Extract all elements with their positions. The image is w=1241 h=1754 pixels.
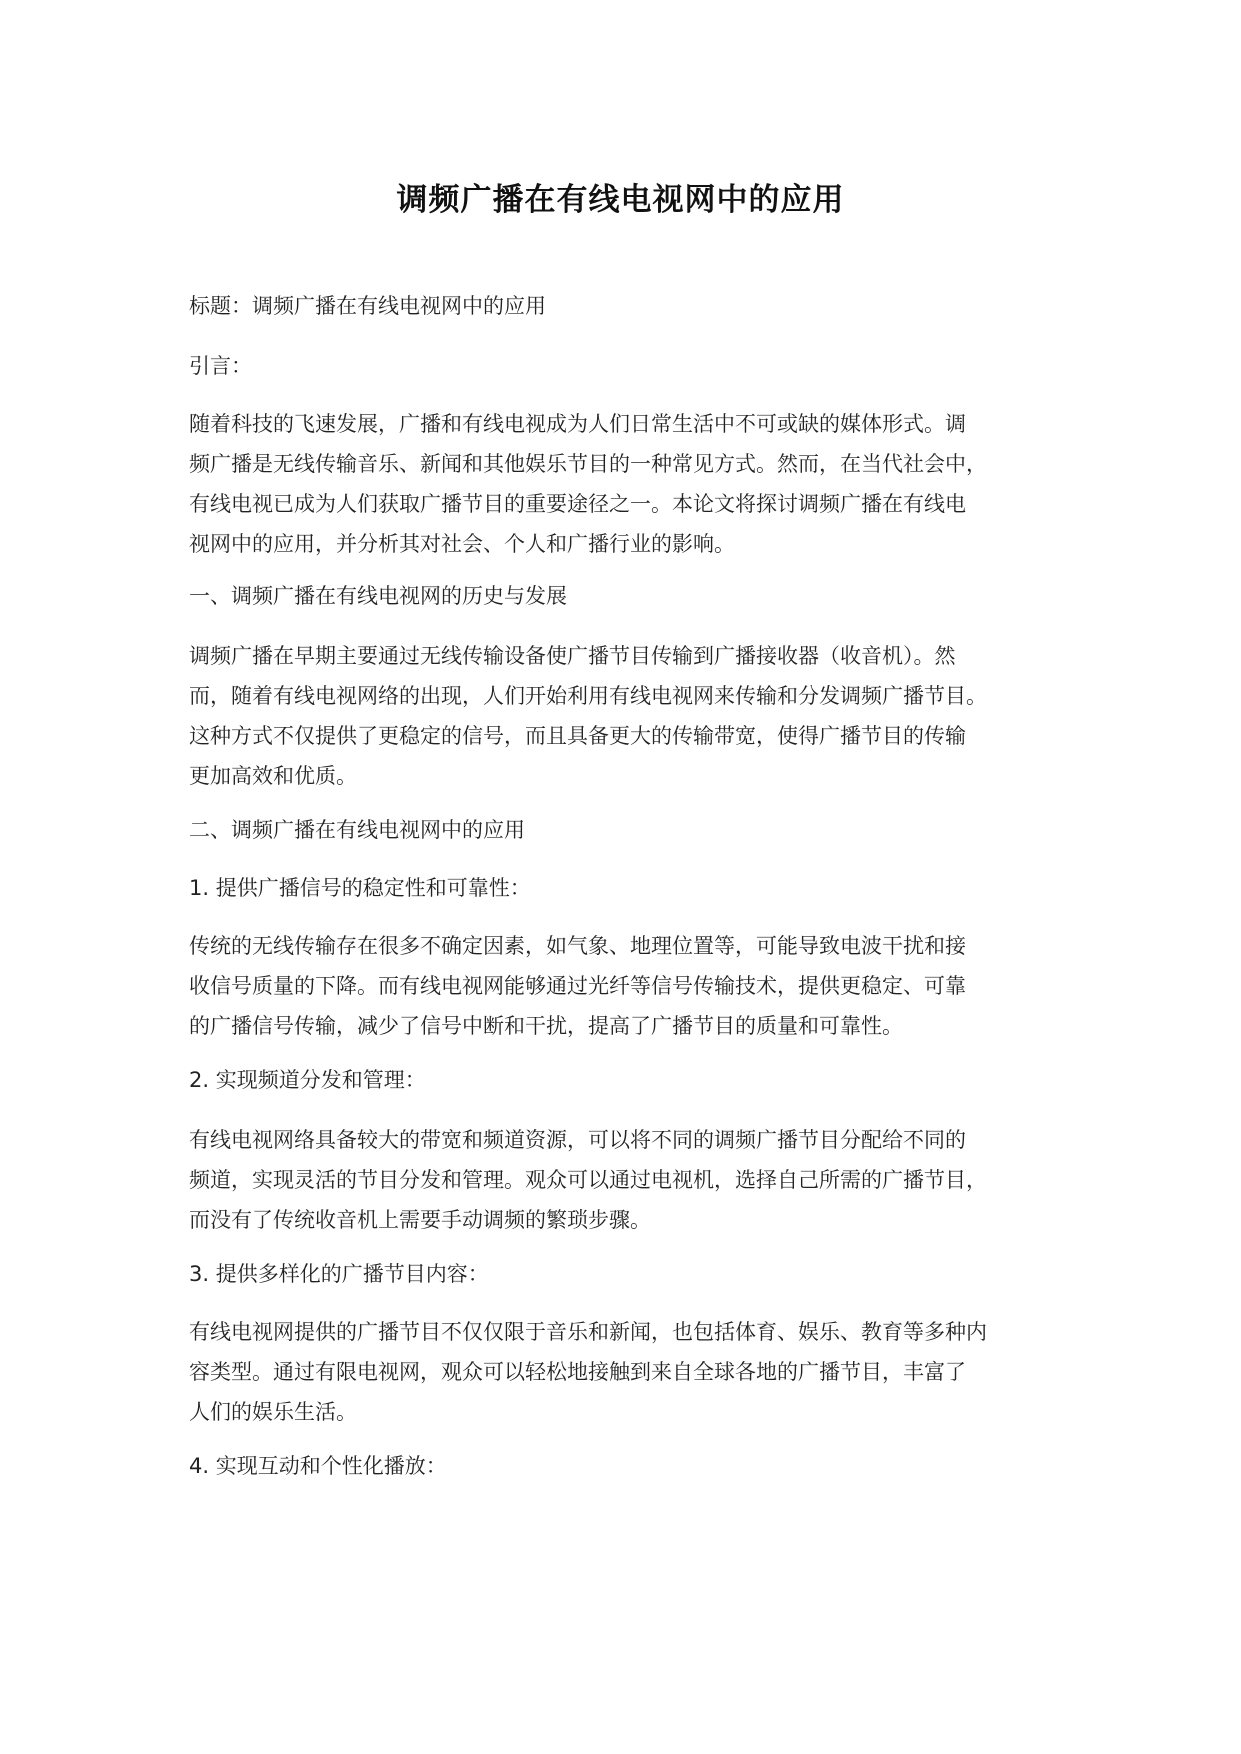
section-heading-text: 一、调频广播在有线电视网的历史与发展	[189, 584, 567, 608]
item-heading-text: 3. 提供多样化的广播节目内容：	[189, 1262, 489, 1286]
paragraph-line: 容类型。通过有限电视网，观众可以轻松地接触到来自全球各地的广播节目，丰富了	[189, 1360, 966, 1384]
paragraph-line: 频道，实现灵活的节目分发和管理。观众可以通过电视机，选择自己所需的广播节目，	[189, 1168, 987, 1192]
paragraph-line: 收信号质量的下降。而有线电视网能够通过光纤等信号传输技术，提供更稳定、可靠	[189, 974, 966, 998]
header-line-text: 标题：调频广播在有线电视网中的应用	[189, 294, 546, 318]
header-line	[189, 286, 1084, 326]
intro-label-text: 引言：	[189, 354, 252, 378]
paragraph-line: 频广播是无线传输音乐、新闻和其他娱乐节目的一种常见方式。然而，在当代社会中，	[189, 452, 987, 476]
item3-heading	[189, 1254, 1084, 1294]
paragraph-line: 而没有了传统收音机上需要手动调频的繁琐步骤。	[189, 1208, 651, 1232]
item2-heading	[189, 1060, 1084, 1100]
item4-heading	[189, 1446, 1084, 1486]
item1-paragraph	[189, 926, 1084, 1046]
paragraph-line: 有线电视网提供的广播节目不仅仅限于音乐和新闻，也包括体育、娱乐、教育等多种内	[189, 1320, 987, 1344]
paragraph-line: 更加高效和优质。	[189, 764, 357, 788]
paragraph-line: 有线电视已成为人们获取广播节目的重要途径之一。本论文将探讨调频广播在有线电	[189, 492, 966, 516]
section-heading-text: 二、调频广播在有线电视网中的应用	[189, 818, 525, 842]
item1-heading	[189, 868, 1084, 908]
section1-heading	[189, 576, 1084, 616]
paragraph-line: 调频广播在早期主要通过无线传输设备使广播节目传输到广播接收器（收音机）。然	[189, 644, 956, 668]
paragraph-line: 而，随着有线电视网络的出现，人们开始利用有线电视网来传输和分发调频广播节目。	[189, 684, 987, 708]
paragraph-line: 这种方式不仅提供了更稳定的信号，而且具备更大的传输带宽，使得广播节目的传输	[189, 724, 966, 748]
intro-label	[189, 346, 1084, 386]
item2-paragraph	[189, 1120, 1084, 1240]
item-heading-text: 1. 提供广播信号的稳定性和可靠性：	[189, 876, 531, 900]
paragraph-line: 传统的无线传输存在很多不确定因素，如气象、地理位置等，可能导致电波干扰和接	[189, 934, 966, 958]
intro-paragraph	[189, 404, 1084, 564]
item-heading-text: 2. 实现频道分发和管理：	[189, 1068, 426, 1092]
paragraph-line: 视网中的应用，并分析其对社会、个人和广播行业的影响。	[189, 532, 735, 556]
paragraph-line: 人们的娱乐生活。	[189, 1400, 357, 1424]
paragraph-line: 随着科技的飞速发展，广播和有线电视成为人们日常生活中不可或缺的媒体形式。调	[189, 412, 966, 436]
item-heading-text: 4. 实现互动和个性化播放：	[189, 1454, 447, 1478]
paragraph-line: 的广播信号传输，减少了信号中断和干扰，提高了广播节目的质量和可靠性。	[189, 1014, 903, 1038]
document-title: 调频广播在有线电视网中的应用	[396, 182, 845, 218]
paragraph-line: 有线电视网络具备较大的带宽和频道资源，可以将不同的调频广播节目分配给不同的	[189, 1128, 966, 1152]
section1-paragraph	[189, 636, 1084, 796]
item3-paragraph	[189, 1312, 1084, 1432]
section2-heading	[189, 810, 1084, 850]
